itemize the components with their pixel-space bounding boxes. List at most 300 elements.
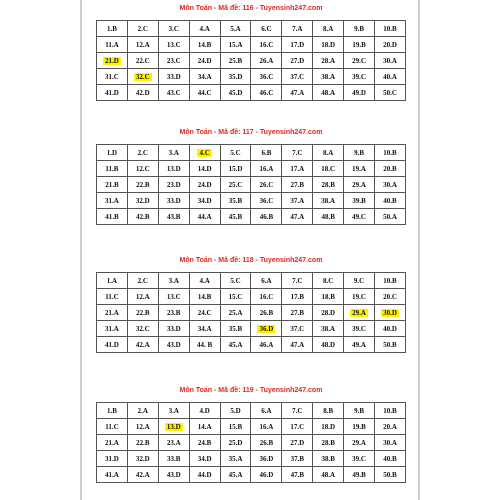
answer-cell xyxy=(313,435,344,451)
answer-cell xyxy=(375,435,406,451)
answer-cell xyxy=(97,69,128,85)
answer-text: 38.B xyxy=(321,454,335,463)
answer-cell xyxy=(375,145,406,161)
answer-cell xyxy=(189,145,220,161)
answer-cell xyxy=(344,305,375,321)
answer-text: 5.A xyxy=(230,24,241,33)
answer-text: 25.A xyxy=(228,308,243,317)
answer-cell xyxy=(127,145,158,161)
section-title: Môn Toán - Mã đề: 119 - Tuyensinh247.com xyxy=(179,387,323,394)
answer-text: 6.A xyxy=(261,276,272,285)
answer-cell xyxy=(189,21,220,37)
answer-text: 44. B xyxy=(197,340,213,349)
answer-cell xyxy=(313,273,344,289)
answer-cell xyxy=(375,37,406,53)
answer-text: 2.C xyxy=(137,148,148,157)
answer-text: 49.D xyxy=(352,88,366,97)
answer-cell xyxy=(158,177,189,193)
answer-text: 12.A xyxy=(135,292,150,301)
answer-text: 41.D xyxy=(105,88,119,97)
answer-cell xyxy=(97,451,128,467)
answer-text: 35.B xyxy=(228,196,243,205)
answer-cell xyxy=(375,193,406,209)
answer-text: 33.D xyxy=(166,72,181,81)
answer-cell xyxy=(375,161,406,177)
answer-cell xyxy=(189,177,220,193)
answer-cell xyxy=(375,451,406,467)
answer-cell xyxy=(220,21,251,37)
answer-text: 27.D xyxy=(290,438,305,447)
answer-text: 18.D xyxy=(321,422,336,431)
answer-text: 3.A xyxy=(168,276,179,285)
answer-text: 26.B xyxy=(259,438,274,447)
answer-text: 45.A xyxy=(228,470,243,479)
answer-cell xyxy=(127,37,158,53)
answer-cell xyxy=(375,53,406,69)
answer-cell xyxy=(344,451,375,467)
answer-cell xyxy=(251,289,282,305)
answer-text: 9.B xyxy=(354,148,365,157)
answer-cell xyxy=(375,69,406,85)
answer-cell xyxy=(344,161,375,177)
answer-cell xyxy=(344,21,375,37)
answer-cell xyxy=(127,289,158,305)
answer-text: 32.D xyxy=(135,196,150,205)
table-row xyxy=(97,161,406,177)
answer-cell xyxy=(220,467,251,483)
answer-text: 12.A xyxy=(135,40,150,49)
answer-text: 40.D xyxy=(383,324,397,333)
answer-text: 19.B xyxy=(352,422,366,431)
answer-text: 5.D xyxy=(230,406,241,415)
answer-text: 11.C xyxy=(105,292,119,301)
answer-cell xyxy=(313,69,344,85)
answer-text: 11.B xyxy=(105,164,119,173)
answer-cell xyxy=(251,209,282,225)
answer-text: 31.D xyxy=(105,454,119,463)
answer-text: 33.B xyxy=(167,454,181,463)
answer-text: 22.B xyxy=(136,180,150,189)
answer-table xyxy=(96,20,406,101)
answer-text: 28.B xyxy=(321,180,335,189)
answer-text: 42.D xyxy=(135,88,150,97)
answer-text: 1.B xyxy=(106,24,117,33)
answer-text: 46.A xyxy=(259,340,274,349)
answer-cell xyxy=(189,321,220,337)
answer-text: 28.D xyxy=(321,308,336,317)
answer-text: 7.C xyxy=(292,148,303,157)
answer-text: 7.C xyxy=(292,406,303,415)
answer-text: 39.C xyxy=(352,324,366,333)
answer-text: 50.B xyxy=(383,340,397,349)
answer-table xyxy=(96,402,406,483)
answer-cell xyxy=(251,467,282,483)
answer-text: 25.D xyxy=(228,438,243,447)
answer-text: 11.C xyxy=(105,422,119,431)
answer-text: 15.B xyxy=(228,422,243,431)
answer-text: 7.C xyxy=(292,276,303,285)
answer-cell xyxy=(127,85,158,101)
answer-cell xyxy=(158,305,189,321)
answer-cell xyxy=(251,69,282,85)
answer-text: 45.B xyxy=(228,212,243,221)
answer-text: 22.B xyxy=(136,308,150,317)
answer-text: 41.A xyxy=(105,470,119,479)
answer-text: 47.A xyxy=(290,212,305,221)
answer-key-section-117 xyxy=(96,128,406,225)
answer-text: 24.D xyxy=(197,180,212,189)
answer-cell xyxy=(97,273,128,289)
section-title: Môn Toán - Mã đề: 118 - Tuyensinh247.com xyxy=(179,257,323,264)
answer-cell xyxy=(97,193,128,209)
answer-text: 14.B xyxy=(197,40,212,49)
answer-text: 30.A xyxy=(383,180,397,189)
answer-text: 26.B xyxy=(259,308,274,317)
answer-text: 37.A xyxy=(290,196,305,205)
answer-cell xyxy=(127,177,158,193)
answer-text: 3.C xyxy=(168,24,179,33)
answer-text: 40.A xyxy=(383,72,397,81)
answer-cell xyxy=(251,305,282,321)
answer-text: 43.C xyxy=(166,88,181,97)
answer-text: 4.A xyxy=(199,24,210,33)
answer-text: 43.D xyxy=(166,470,181,479)
highlighted-answer: 13.D xyxy=(166,422,181,431)
answer-text: 23.D xyxy=(166,180,181,189)
answer-text: 28.A xyxy=(321,56,336,65)
answer-text: 16.C xyxy=(259,292,274,301)
table-row xyxy=(97,419,406,435)
answer-cell xyxy=(375,21,406,37)
answer-text: 24.B xyxy=(197,438,212,447)
answer-cell xyxy=(375,419,406,435)
answer-cell xyxy=(313,85,344,101)
answer-cell xyxy=(344,37,375,53)
answer-cell xyxy=(127,467,158,483)
answer-text: 10.B xyxy=(383,276,397,285)
answer-text: 1.D xyxy=(106,148,118,157)
answer-text: 34.A xyxy=(197,324,212,333)
answer-text: 40.B xyxy=(383,196,397,205)
answer-text: 49.A xyxy=(352,340,366,349)
answer-cell xyxy=(251,177,282,193)
answer-cell xyxy=(344,69,375,85)
answer-text: 35.B xyxy=(228,324,243,333)
answer-cell xyxy=(127,419,158,435)
answer-text: 37.B xyxy=(290,454,304,463)
answer-cell xyxy=(344,193,375,209)
table-row xyxy=(97,209,406,225)
answer-cell xyxy=(189,403,220,419)
answer-text: 18.C xyxy=(321,164,336,173)
answer-cell xyxy=(220,177,251,193)
answer-cell xyxy=(282,177,313,193)
answer-cell xyxy=(158,273,189,289)
answer-text: 38.A xyxy=(321,72,336,81)
answer-key-section-116 xyxy=(96,4,406,101)
answer-text: 24.C xyxy=(197,308,212,317)
answer-text: 16.A xyxy=(259,164,274,173)
section-title: Môn Toán - Mã đề: 116 - Tuyensinh247.com xyxy=(179,5,323,12)
answer-text: 46.C xyxy=(259,88,274,97)
answer-text: 13.D xyxy=(166,164,181,173)
answer-text: 9.B xyxy=(354,406,365,415)
answer-text: 23.A xyxy=(166,438,181,447)
answer-text: 37.C xyxy=(290,324,305,333)
answer-cell xyxy=(158,321,189,337)
answer-cell xyxy=(313,37,344,53)
answer-text: 33.D xyxy=(166,324,181,333)
answer-text: 13.C xyxy=(166,292,181,301)
answer-cell xyxy=(344,53,375,69)
answer-cell xyxy=(189,435,220,451)
answer-text: 23.C xyxy=(166,56,181,65)
table-row xyxy=(97,145,406,161)
answer-cell xyxy=(189,289,220,305)
answer-cell xyxy=(158,435,189,451)
table-row xyxy=(97,273,406,289)
answer-cell xyxy=(97,53,128,69)
answer-cell xyxy=(344,273,375,289)
answer-text: 49.C xyxy=(352,212,366,221)
answer-cell xyxy=(375,273,406,289)
answer-text: 5.C xyxy=(230,148,241,157)
answer-text: 12.A xyxy=(135,422,150,431)
answer-text: 20.C xyxy=(383,292,397,301)
answer-cell xyxy=(158,209,189,225)
answer-cell xyxy=(189,37,220,53)
answer-text: 16.A xyxy=(259,422,274,431)
answer-text: 16.C xyxy=(259,40,274,49)
answer-text: 6.C xyxy=(261,24,272,33)
answer-cell xyxy=(251,435,282,451)
answer-cell xyxy=(313,321,344,337)
answer-cell xyxy=(127,321,158,337)
answer-text: 29.A xyxy=(352,180,366,189)
answer-cell xyxy=(344,337,375,353)
answer-cell xyxy=(220,85,251,101)
answer-cell xyxy=(189,53,220,69)
answer-text: 44.C xyxy=(197,88,212,97)
answer-cell xyxy=(127,337,158,353)
answer-text: 30.A xyxy=(383,438,397,447)
answer-cell xyxy=(282,435,313,451)
answer-text: 38.A xyxy=(321,196,336,205)
answer-text: 41.D xyxy=(105,340,119,349)
answer-text: 39.C xyxy=(352,454,366,463)
answer-cell xyxy=(375,85,406,101)
answer-cell xyxy=(158,21,189,37)
answer-cell xyxy=(375,209,406,225)
answer-cell xyxy=(97,403,128,419)
answer-cell xyxy=(282,273,313,289)
answer-text: 50.A xyxy=(383,212,397,221)
answer-text: 18.D xyxy=(321,40,336,49)
answer-text: 20.A xyxy=(383,422,397,431)
answer-cell xyxy=(313,145,344,161)
answer-text: 31.A xyxy=(105,324,119,333)
answer-text: 10.B xyxy=(383,406,397,415)
answer-cell xyxy=(313,209,344,225)
section-title: Môn Toán - Mã đề: 117 - Tuyensinh247.com xyxy=(179,129,323,136)
answer-text: 50.B xyxy=(383,470,397,479)
answer-cell xyxy=(375,289,406,305)
answer-cell xyxy=(220,451,251,467)
answer-cell xyxy=(220,435,251,451)
answer-text: 46.B xyxy=(259,212,274,221)
answer-cell xyxy=(313,305,344,321)
table-row xyxy=(97,193,406,209)
answer-cell xyxy=(158,145,189,161)
answer-text: 6.B xyxy=(261,148,272,157)
answer-cell xyxy=(251,145,282,161)
answer-text: 8.A xyxy=(323,148,334,157)
answer-cell xyxy=(282,193,313,209)
answer-table xyxy=(96,272,406,353)
answer-cell xyxy=(189,419,220,435)
answer-text: 26.A xyxy=(259,56,274,65)
answer-text: 21.B xyxy=(105,180,119,189)
answer-text: 45.D xyxy=(228,88,243,97)
table-row xyxy=(97,451,406,467)
answer-text: 35.D xyxy=(228,72,243,81)
highlighted-answer: 4.C xyxy=(199,148,210,157)
answer-cell xyxy=(158,467,189,483)
table-row xyxy=(97,403,406,419)
answer-cell xyxy=(282,37,313,53)
table-row xyxy=(97,85,406,101)
highlighted-answer: 36.D xyxy=(259,324,274,333)
answer-cell xyxy=(344,145,375,161)
answer-cell xyxy=(344,419,375,435)
answer-cell xyxy=(97,337,128,353)
answer-text: 48.A xyxy=(321,470,336,479)
answer-text: 17.B xyxy=(290,292,304,301)
answer-text: 36.C xyxy=(259,72,274,81)
answer-cell xyxy=(97,209,128,225)
answer-text: 3.A xyxy=(168,148,179,157)
answer-text: 49.B xyxy=(352,470,366,479)
answer-text: 50.C xyxy=(383,88,397,97)
answer-text: 40.B xyxy=(383,454,397,463)
answer-text: 44.D xyxy=(197,470,212,479)
answer-text: 34.D xyxy=(197,454,212,463)
answer-text: 7.A xyxy=(292,24,303,33)
table-row xyxy=(97,289,406,305)
answer-cell xyxy=(220,69,251,85)
answer-text: 23.B xyxy=(167,308,181,317)
answer-cell xyxy=(127,273,158,289)
answer-text: 4.A xyxy=(199,276,210,285)
answer-text: 35.A xyxy=(228,454,243,463)
highlighted-answer: 32.C xyxy=(135,72,150,81)
answer-text: 47.A xyxy=(290,88,305,97)
answer-text: 17.C xyxy=(290,422,305,431)
answer-cell xyxy=(127,161,158,177)
answer-cell xyxy=(158,193,189,209)
answer-cell xyxy=(127,69,158,85)
answer-text: 14.A xyxy=(197,422,212,431)
answer-cell xyxy=(158,419,189,435)
table-row xyxy=(97,435,406,451)
answer-cell xyxy=(282,53,313,69)
answer-cell xyxy=(189,337,220,353)
answer-cell xyxy=(220,193,251,209)
answer-cell xyxy=(375,337,406,353)
answer-cell xyxy=(220,209,251,225)
answer-cell xyxy=(282,305,313,321)
answer-text: 21.A xyxy=(105,308,119,317)
answer-cell xyxy=(251,451,282,467)
answer-text: 46.D xyxy=(259,470,274,479)
answer-text: 15.D xyxy=(228,164,243,173)
answer-cell xyxy=(344,289,375,305)
answer-text: 8.B xyxy=(323,406,334,415)
answer-text: 2.C xyxy=(137,276,148,285)
answer-cell xyxy=(158,85,189,101)
answer-text: 31.C xyxy=(105,72,119,81)
answer-cell xyxy=(189,273,220,289)
answer-text: 29.A xyxy=(352,438,366,447)
answer-cell xyxy=(282,161,313,177)
answer-text: 42.A xyxy=(135,470,150,479)
answer-cell xyxy=(344,467,375,483)
answer-text: 1.A xyxy=(106,276,118,285)
table-row xyxy=(97,69,406,85)
answer-text: 13.C xyxy=(166,40,181,49)
answer-text: 38.A xyxy=(321,324,336,333)
answer-text: 19.A xyxy=(352,164,366,173)
answer-cell xyxy=(282,69,313,85)
answer-cell xyxy=(282,467,313,483)
answer-table xyxy=(96,144,406,225)
answer-cell xyxy=(97,289,128,305)
answer-cell xyxy=(282,85,313,101)
answer-cell xyxy=(375,321,406,337)
answer-cell xyxy=(251,273,282,289)
table-row xyxy=(97,21,406,37)
answer-text: 27.D xyxy=(290,56,305,65)
answer-cell xyxy=(344,209,375,225)
answer-cell xyxy=(127,53,158,69)
highlighted-answer: 21.D xyxy=(105,56,119,65)
answer-cell xyxy=(97,305,128,321)
answer-key-section-118 xyxy=(96,256,406,353)
answer-cell xyxy=(127,21,158,37)
highlighted-answer: 29.A xyxy=(352,308,366,317)
answer-cell xyxy=(220,53,251,69)
answer-cell xyxy=(220,419,251,435)
table-row xyxy=(97,467,406,483)
answer-text: 2.A xyxy=(137,406,148,415)
answer-cell xyxy=(282,289,313,305)
answer-text: 25.C xyxy=(228,180,243,189)
answer-text: 6.A xyxy=(261,406,272,415)
answer-cell xyxy=(189,69,220,85)
answer-text: 48.A xyxy=(321,88,336,97)
answer-cell xyxy=(313,289,344,305)
answer-cell xyxy=(189,193,220,209)
answer-cell xyxy=(97,21,128,37)
answer-cell xyxy=(251,337,282,353)
answer-cell xyxy=(220,145,251,161)
answer-text: 44.A xyxy=(197,212,212,221)
page-edge-left xyxy=(80,0,82,500)
answer-text: 43.B xyxy=(167,212,181,221)
answer-cell xyxy=(282,209,313,225)
answer-cell xyxy=(97,145,128,161)
page-edge-right xyxy=(418,0,420,500)
